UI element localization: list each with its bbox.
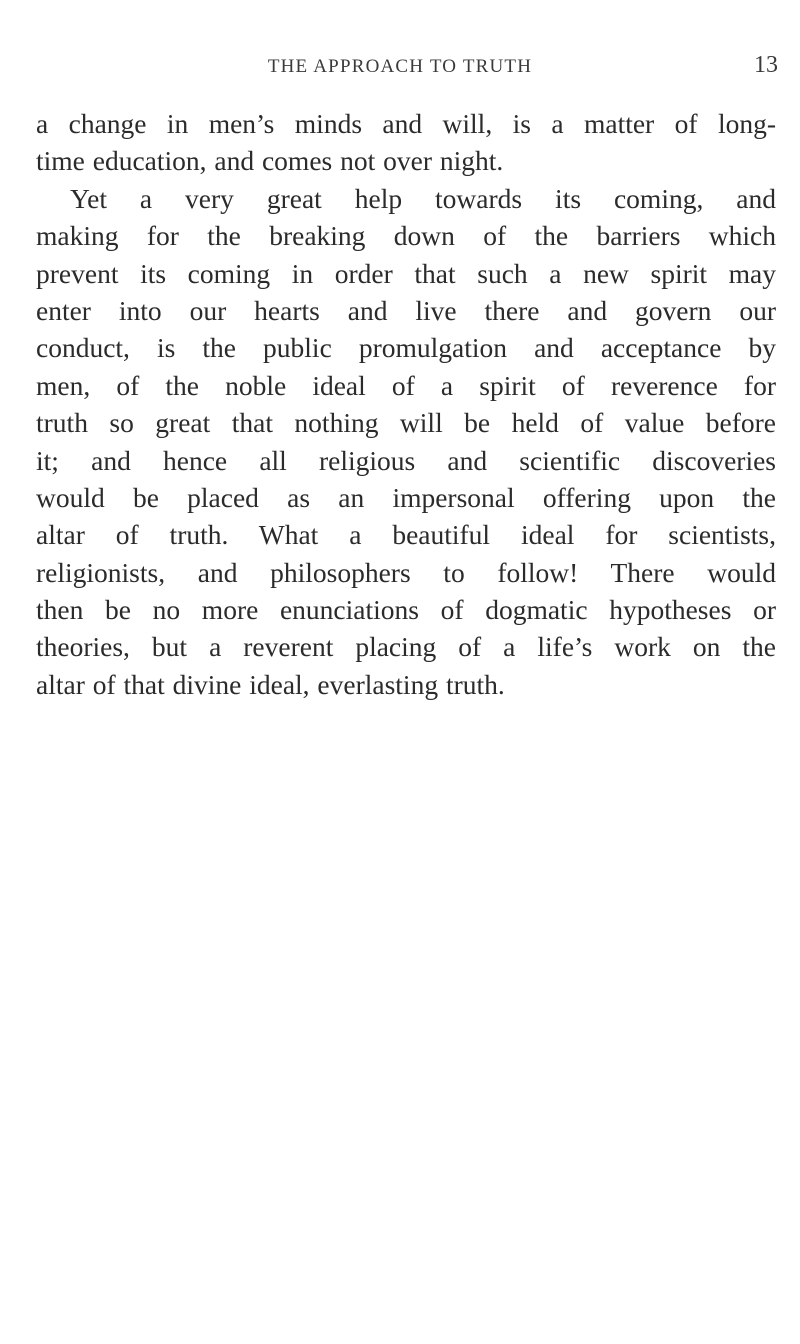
text-line: a change in men’s minds and will, is a matter of long- (36, 108, 776, 139)
body-text (36, 105, 776, 703)
text-line: conduct, is the public promulgation and acceptance by (36, 332, 776, 364)
text-line: it; and hence all religious and scientific discoveries (36, 444, 776, 476)
text-line: truth so great that nothing will be held of value before (36, 407, 776, 439)
text-line: time education, and comes not over night. (36, 145, 504, 177)
text-line: making for the breaking down of the barriers which (36, 220, 776, 252)
text-line: altar of that divine ideal, everlasting truth. (36, 668, 505, 700)
page-number: 13 (754, 52, 778, 78)
text-line: theories, but a reverent placing of a life’s work on the (36, 631, 776, 663)
text-line: religionists, and philosophers to follow! There would (36, 556, 776, 588)
text-line: altar of truth. What a beautiful ideal for scientists, (36, 519, 776, 551)
text-line: prevent its coming in order that such a new spirit may (36, 257, 776, 289)
text-line: Yet a very great help towards its coming, and (70, 182, 776, 214)
text-line: would be placed as an impersonal offering upon the (36, 481, 776, 513)
text-line: then be no more enunciations of dogmatic hypotheses or (36, 594, 776, 626)
text-line: enter into our hearts and live there and govern our (36, 294, 776, 326)
text-line: men, of the noble ideal of a spirit of reverence for (36, 369, 776, 401)
running-head-title: THE APPROACH TO TRUTH (267, 56, 533, 77)
